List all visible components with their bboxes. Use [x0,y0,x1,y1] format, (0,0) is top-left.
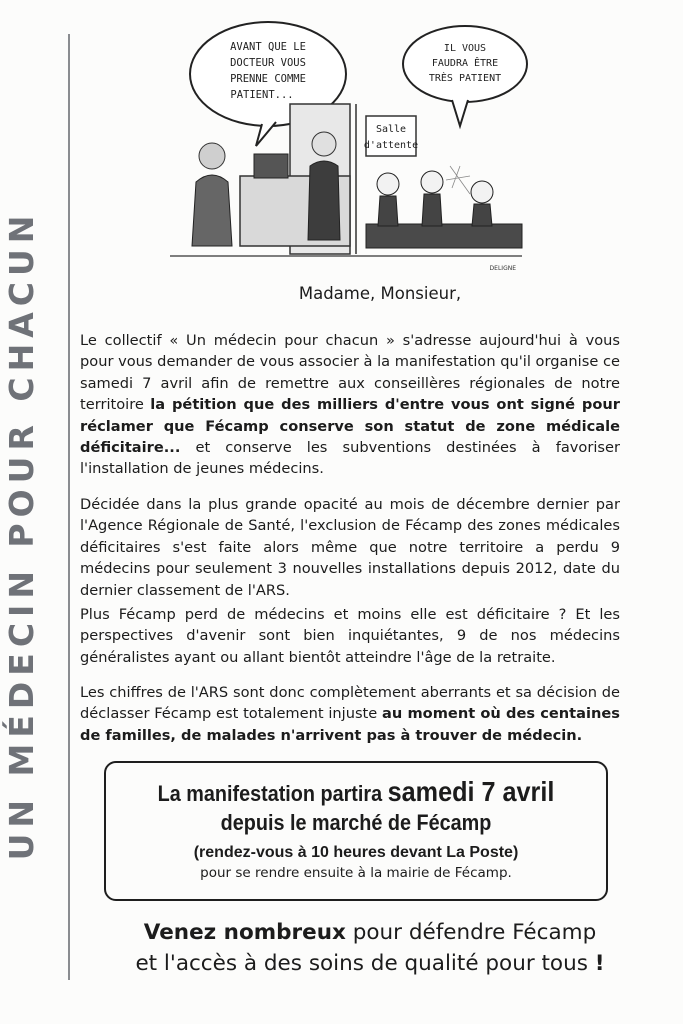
event-origin: depuis le marché de Fécamp [220,810,492,835]
event-intro: La manifestation partira [157,781,388,806]
sign-line: d'attente [363,140,419,151]
paragraph-text: Les chiffres de l'ARS sont donc complètement aberrants et sa décision de déclasser Fécamp est totalement injuste [80,684,620,723]
bubble-right-line: FAUDRA ÊTRE [431,58,499,69]
paragraph-aberrant [80,682,620,746]
closing-exclamation: ! [594,951,605,976]
paragraph-text: Le collectif « Un médecin pour chacun » s'adresse aujourd'hui à vous pour vous demander de vous associer à la manifestation qu'il organise ce samedi 7 avril afin de remettre aux conseillères régionales de notre territoire [80,332,620,414]
cartoon-illustration [170,16,530,274]
paragraph-decision: Décidée dans la plus grande opacité au mois de décembre dernier par l'Agence Régionale de Santé, l'exclusion de Fécamp des zones médicales déficitaires s'est faite alors même que notre territoire a perdu 9 médecins pour seulement 3 nouvelles installations depuis 2012, date du dernier classement de l'ARS. [80,496,620,599]
bubble-left-line: AVANT QUE LE [230,41,306,53]
bubble-left-line: DOCTEUR VOUS [230,57,306,69]
closing-text: et l'accès à des soins de qualité pour tous [135,951,595,976]
paragraph-emphasis: au moment où des centaines de familles, de malades n'arrivent pas à trouver de médecin. [80,705,620,744]
speech-bubble-right [403,26,527,126]
bubble-right-line: IL VOUS [443,43,487,54]
bubble-left-line: PRENNE COMME [230,73,306,85]
greeting: Madame, Monsieur, [298,284,462,303]
cartoonist-signature: DELIGNE [489,265,516,272]
event-meeting-point: (rendez-vous à 10 heures devant La Poste) [193,844,519,861]
closing-call [70,917,670,979]
skeletons-on-bench [366,166,522,248]
closing-text: pour défendre Fécamp [345,920,597,945]
event-box [104,761,608,901]
closing-emphasis: Venez nombreux [143,920,346,945]
event-line-1 [131,776,581,808]
bubble-left-line: PATIENT... [230,89,294,101]
patient-figure [308,132,340,240]
paragraph-petition [80,330,620,480]
paragraph-text: et conserve les subventions destinées à favoriser l'installation de jeunes médecins. [80,439,620,478]
vertical-divider [68,34,70,980]
event-date: samedi 7 avril [387,776,555,807]
sign-line: Salle [375,124,407,135]
paragraph-emphasis: la pétition que des milliers d'entre vous ont signé pour réclamer que Fécamp conserve son statut de zone médicale déficitaire... [80,396,620,457]
bubble-right-line: TRÈS PATIENT [428,73,502,84]
event-destination: pour se rendre ensuite à la mairie de Fécamp. [200,865,512,881]
paragraph-perspectives: Plus Fécamp perd de médecins et moins elle est déficitaire ? Et les perspectives d'avenir sont bien inquiétantes, 9 de nos médecins généralistes ayant ou allant bientôt atteindre l'âge de la retraite. [80,606,620,666]
side-title: UN MÉDECIN POUR CHACUN [2,209,41,861]
